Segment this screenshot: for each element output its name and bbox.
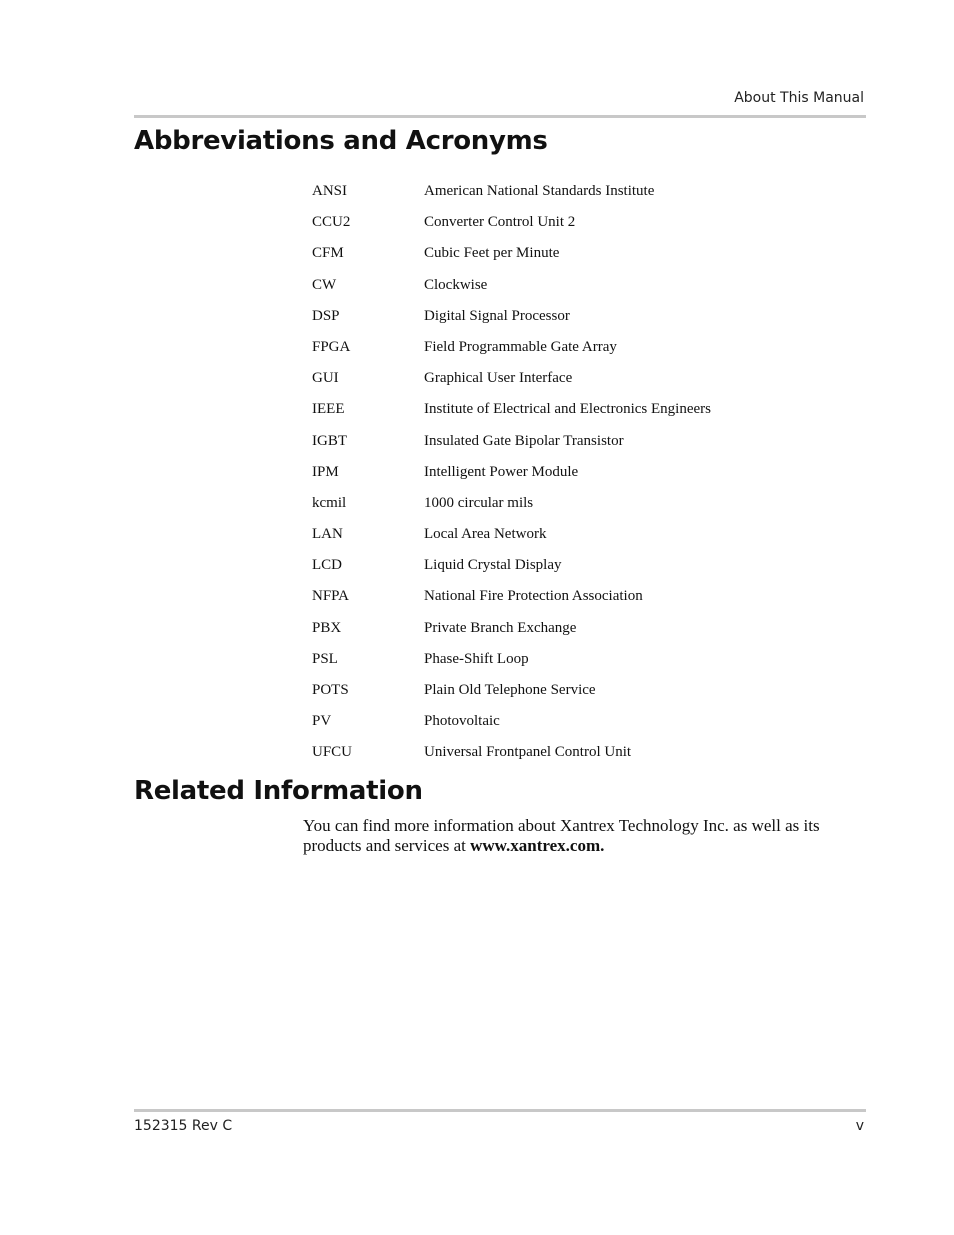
abbreviation-term: LCD	[312, 557, 342, 574]
abbreviation-term: FPGA	[312, 338, 351, 355]
footer-rule	[134, 1109, 866, 1112]
abbreviation-definition: Field Programmable Gate Array	[424, 338, 617, 355]
abbreviation-term: ANSI	[312, 183, 348, 199]
abbreviation-row	[312, 676, 711, 707]
abbreviation-row	[312, 645, 711, 676]
page-number: v	[855, 1118, 864, 1134]
related-body-text: You can find more information about Xantrex Technology Inc. as well as its products and services at	[303, 816, 820, 855]
abbreviation-row	[312, 707, 711, 738]
abbreviation-definition: Phase-Shift Loop	[424, 650, 529, 667]
abbreviation-term: kcmil	[312, 494, 347, 511]
abbreviation-definition: Liquid Crystal Display	[424, 557, 562, 574]
abbreviation-definition: Clockwise	[424, 276, 488, 293]
abbreviation-row	[312, 302, 711, 333]
abbreviation-term: IGBT	[312, 432, 347, 449]
abbreviations-list	[312, 177, 711, 770]
abbreviation-definition: Insulated Gate Bipolar Transistor	[424, 432, 624, 449]
abbreviation-term: UFCU	[312, 744, 353, 761]
abbreviation-definition: 1000 circular mils	[424, 494, 534, 511]
related-information-paragraph	[303, 816, 843, 856]
related-information-heading: Related Information	[134, 776, 423, 806]
abbreviation-row	[312, 520, 711, 551]
abbreviation-definition: Universal Frontpanel Control Unit	[424, 744, 632, 761]
abbreviation-definition: Private Branch Exchange	[424, 619, 577, 636]
abbreviation-term: PBX	[312, 619, 342, 636]
abbreviation-row	[312, 614, 711, 645]
abbreviation-row	[312, 582, 711, 613]
abbreviation-term: CCU2	[312, 214, 351, 231]
abbreviation-row	[312, 738, 711, 769]
abbreviations-heading: Abbreviations and Acronyms	[134, 126, 548, 156]
abbreviation-row	[312, 489, 711, 520]
abbreviation-row	[312, 395, 711, 426]
abbreviation-row	[312, 364, 711, 395]
abbreviation-row	[312, 427, 711, 458]
running-header: About This Manual	[734, 90, 864, 106]
abbreviation-row	[312, 333, 711, 364]
abbreviation-definition: Converter Control Unit 2	[424, 214, 576, 231]
abbreviation-row	[312, 551, 711, 582]
abbreviation-term: CW	[312, 276, 337, 293]
abbreviation-row	[312, 208, 711, 239]
abbreviation-term: CFM	[312, 245, 344, 262]
abbreviation-term: IPM	[312, 463, 339, 480]
abbreviation-row	[312, 458, 711, 489]
document-number: 152315 Rev C	[134, 1118, 233, 1134]
abbreviation-definition: Digital Signal Processor	[424, 307, 570, 324]
abbreviation-row	[312, 177, 711, 208]
abbreviation-row	[312, 271, 711, 302]
abbreviation-definition: Intelligent Power Module	[424, 463, 579, 480]
header-rule	[134, 115, 866, 118]
abbreviation-term: DSP	[312, 307, 340, 324]
abbreviation-term: PV	[312, 713, 332, 730]
website-link[interactable]: www.xantrex.com.	[470, 836, 605, 855]
abbreviation-term: GUI	[312, 370, 339, 387]
abbreviation-definition: National Fire Protection Association	[424, 588, 643, 605]
abbreviation-row	[312, 239, 711, 270]
abbreviation-definition: Cubic Feet per Minute	[424, 245, 560, 262]
abbreviation-definition: Plain Old Telephone Service	[424, 682, 596, 698]
abbreviation-term: LAN	[312, 526, 343, 543]
abbreviation-definition: Photovoltaic	[424, 713, 500, 730]
abbreviation-term: POTS	[312, 682, 349, 698]
abbreviation-term: PSL	[312, 650, 338, 667]
abbreviation-term: NFPA	[312, 588, 349, 605]
abbreviation-definition: Local Area Network	[424, 526, 547, 543]
abbreviation-definition: American National Standards Institute	[424, 183, 655, 199]
abbreviation-definition: Graphical User Interface	[424, 370, 573, 387]
abbreviation-definition: Institute of Electrical and Electronics Engineers	[424, 401, 711, 418]
abbreviation-term: IEEE	[312, 401, 345, 418]
